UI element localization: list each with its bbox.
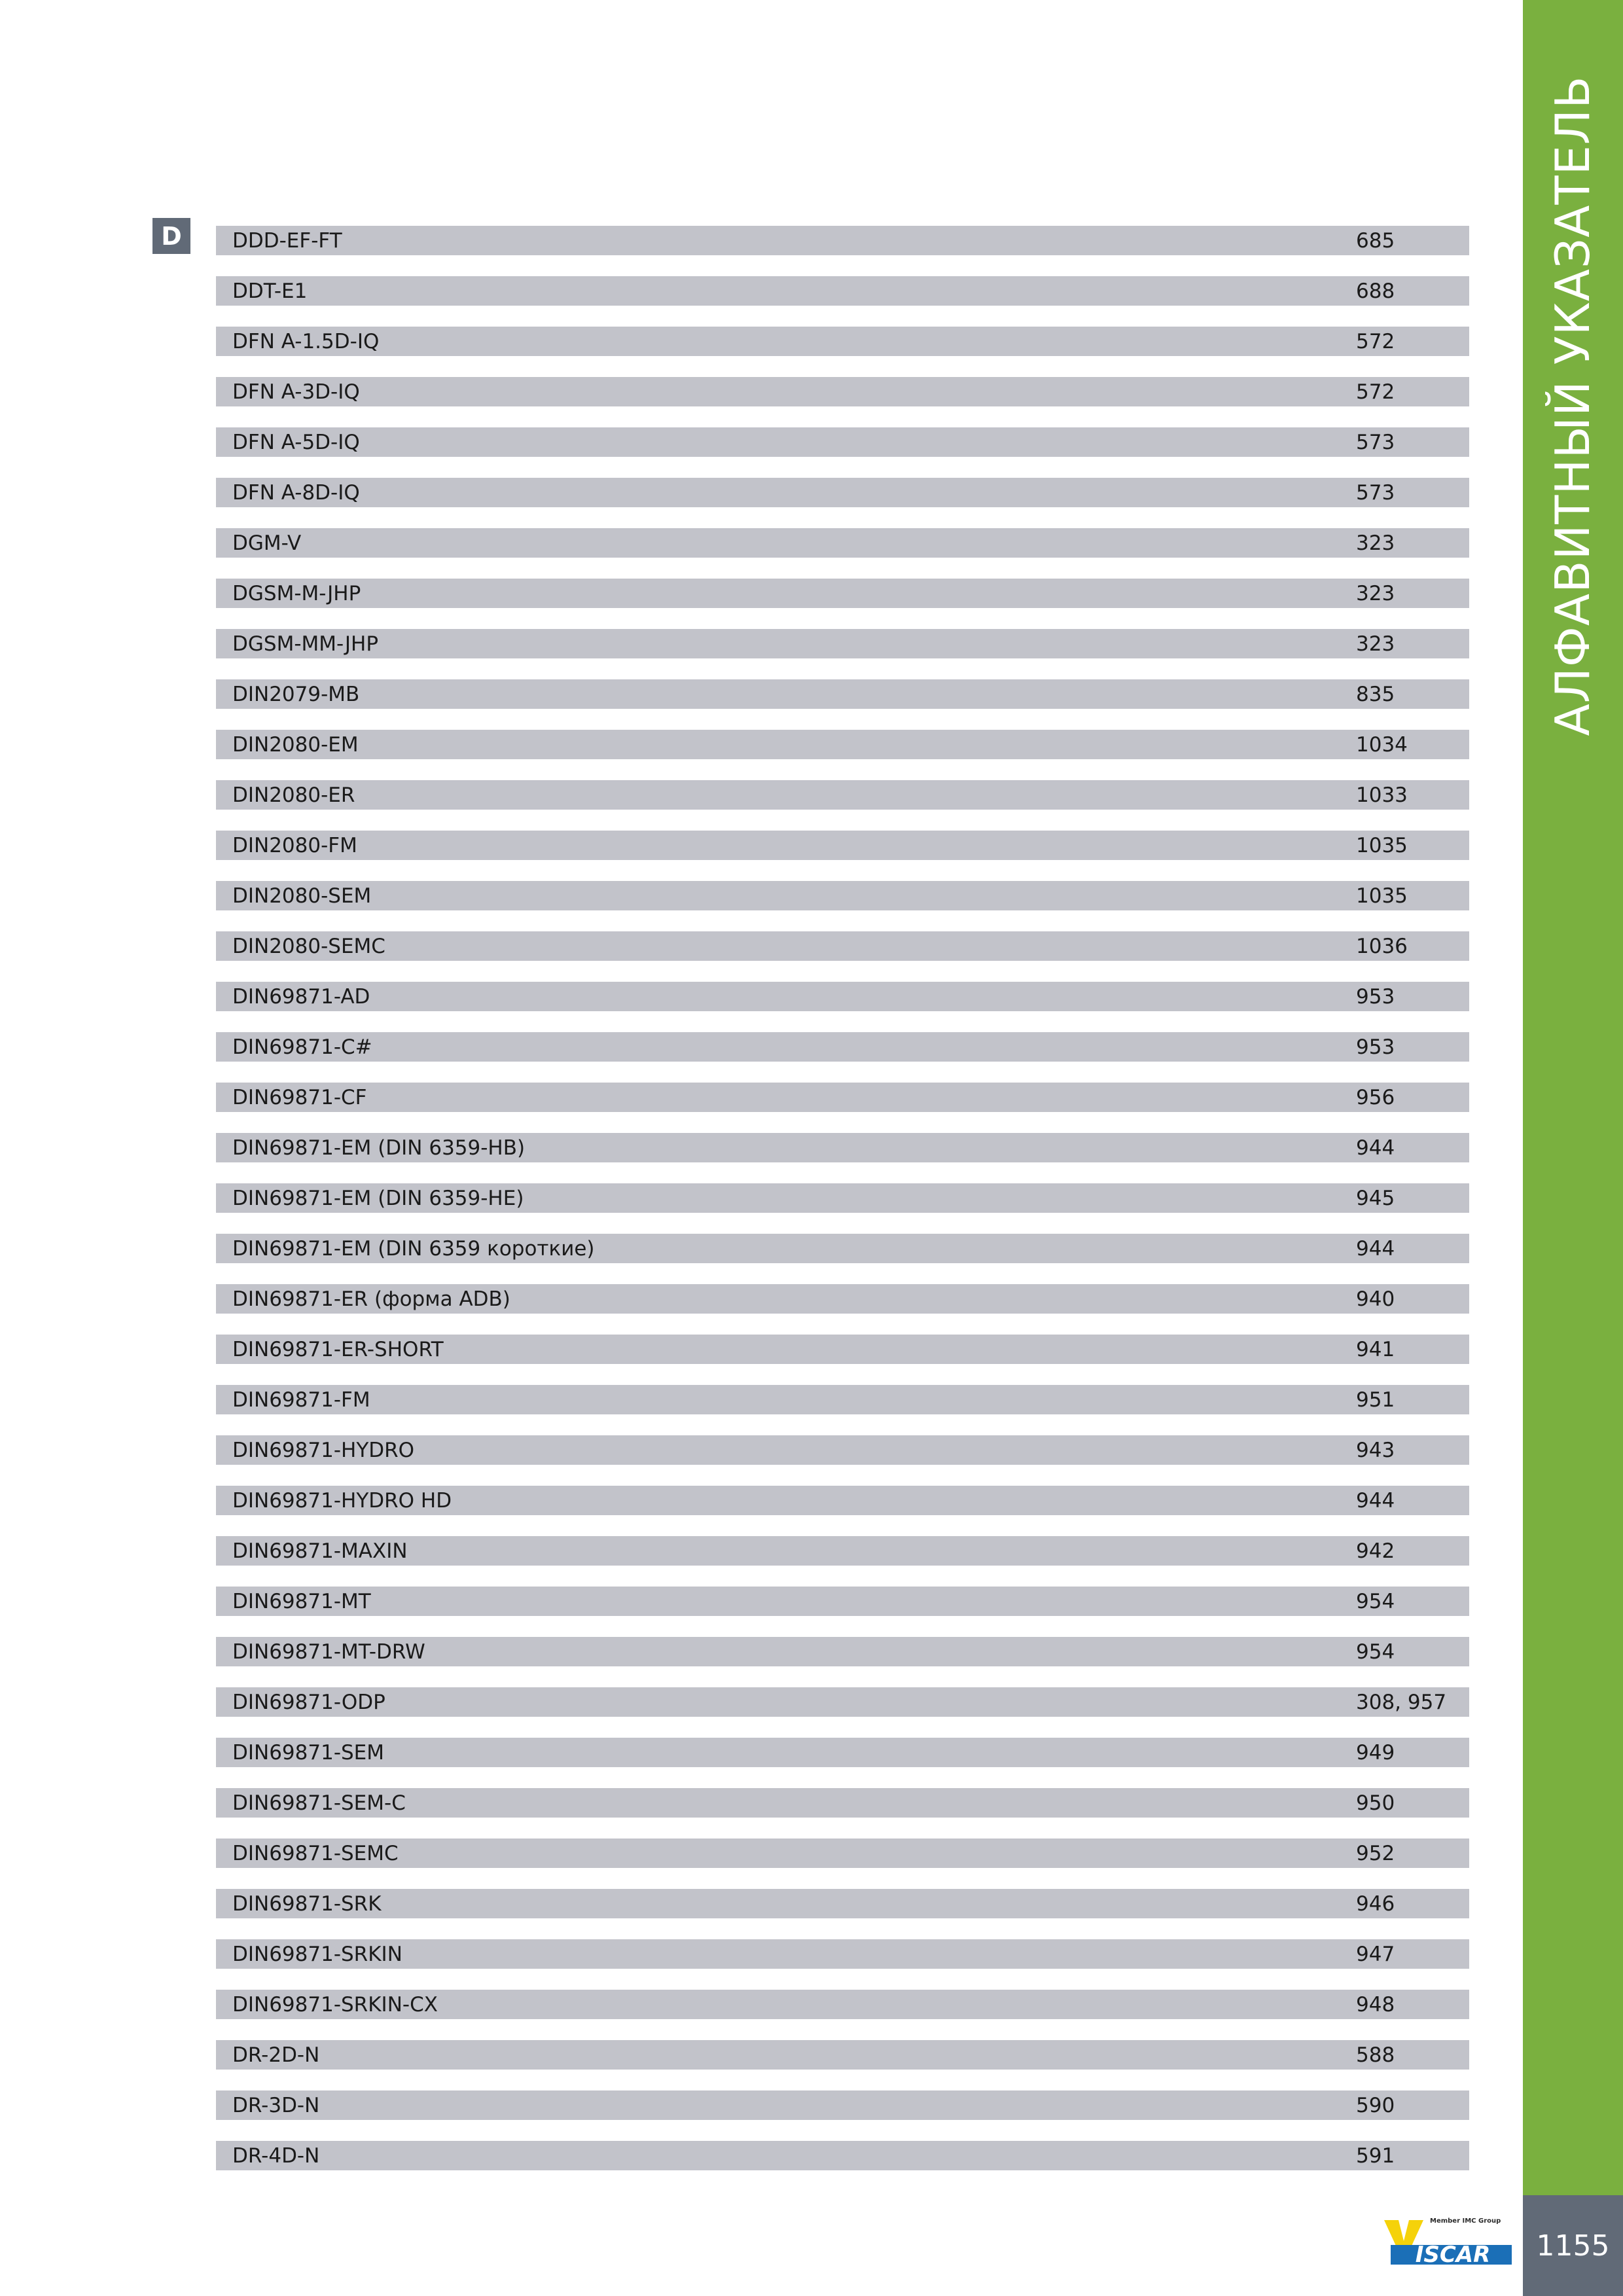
entry-name: DIN69871-HYDRO <box>232 1438 415 1462</box>
entry-page: 572 <box>1356 380 1395 404</box>
index-row <box>216 931 1469 961</box>
index-row <box>216 478 1469 507</box>
entry-page: 952 <box>1356 1841 1395 1865</box>
index-row <box>216 1788 1469 1818</box>
entry-page: 588 <box>1356 2043 1395 2067</box>
entry-page: 572 <box>1356 329 1395 353</box>
index-row <box>216 1435 1469 1465</box>
index-row <box>216 679 1469 709</box>
index-row <box>216 1335 1469 1364</box>
entry-page: 591 <box>1356 2144 1395 2168</box>
entry-name: DIN69871-SRKIN-CX <box>232 1992 438 2017</box>
entry-page: 951 <box>1356 1388 1395 1412</box>
entry-page: 947 <box>1356 1942 1395 1966</box>
logo-tagline: Member IMC Group <box>1430 2217 1501 2225</box>
side-title: АЛФАВИТНЫЙ УКАЗАТЕЛЬ <box>1545 75 1600 736</box>
index-row <box>216 1385 1469 1414</box>
index-row <box>216 1687 1469 1717</box>
entry-name: DIN69871-ER (форма ADB) <box>232 1287 510 1311</box>
entry-name: DDD-EF-FT <box>232 228 342 253</box>
index-row <box>216 1083 1469 1112</box>
entry-name: DIN69871-SEMC <box>232 1841 399 1865</box>
index-row <box>216 1183 1469 1213</box>
entry-page: 944 <box>1356 1488 1395 1513</box>
entry-name: DIN69871-EM (DIN 6359 короткие) <box>232 1236 595 1261</box>
entry-page: 953 <box>1356 1035 1395 1059</box>
index-row <box>216 1133 1469 1162</box>
entry-name: DGM-V <box>232 531 302 555</box>
entry-name: DIN69871-ER-SHORT <box>232 1337 444 1361</box>
index-row <box>216 1284 1469 1314</box>
entry-page: 948 <box>1356 1992 1395 2017</box>
entry-page: 944 <box>1356 1136 1395 1160</box>
entry-name: DGSM-M-JHP <box>232 581 361 605</box>
index-row <box>216 2141 1469 2170</box>
entry-name: DR-4D-N <box>232 2144 320 2168</box>
index-row <box>216 1587 1469 1616</box>
entry-name: DIN69871-HYDRO HD <box>232 1488 452 1513</box>
index-row <box>216 226 1469 255</box>
entry-page: 950 <box>1356 1791 1395 1815</box>
entry-name: DIN2080-FM <box>232 833 357 857</box>
entry-name: DIN2080-EM <box>232 732 359 757</box>
index-entry-list <box>216 226 1469 2191</box>
entry-page: 323 <box>1356 632 1395 656</box>
index-row <box>216 780 1469 810</box>
entry-page: 954 <box>1356 1589 1395 1613</box>
entry-page: 956 <box>1356 1085 1395 1109</box>
entry-name: DR-3D-N <box>232 2093 320 2117</box>
entry-name: DIN69871-EM (DIN 6359-HE) <box>232 1186 524 1210</box>
index-row <box>216 1939 1469 1969</box>
index-row <box>216 1234 1469 1263</box>
index-row <box>216 377 1469 406</box>
index-row <box>216 881 1469 910</box>
entry-page: 308, 957 <box>1356 1690 1447 1714</box>
entry-page: 573 <box>1356 430 1395 454</box>
index-row <box>216 629 1469 658</box>
entry-page: 1035 <box>1356 833 1408 857</box>
entry-name: DFN A-1.5D-IQ <box>232 329 380 353</box>
entry-name: DDT-E1 <box>232 279 308 303</box>
entry-page: 590 <box>1356 2093 1395 2117</box>
entry-name: DIN69871-EM (DIN 6359-HB) <box>232 1136 526 1160</box>
entry-name: DIN69871-AD <box>232 984 370 1009</box>
index-row <box>216 982 1469 1011</box>
entry-page: 953 <box>1356 984 1395 1009</box>
page-number: 1155 <box>1523 2195 1623 2296</box>
entry-page: 1036 <box>1356 934 1408 958</box>
entry-name: DIN69871-C# <box>232 1035 372 1059</box>
entry-page: 323 <box>1356 531 1395 555</box>
entry-name: DIN69871-MAXIN <box>232 1539 408 1563</box>
index-row <box>216 1637 1469 1666</box>
entry-name: DIN69871-SRK <box>232 1892 382 1916</box>
entry-page: 573 <box>1356 480 1395 505</box>
entry-name: DGSM-MM-JHP <box>232 632 379 656</box>
entry-page: 1033 <box>1356 783 1408 807</box>
index-row <box>216 2040 1469 2070</box>
entry-name: DFN A-3D-IQ <box>232 380 360 404</box>
entry-page: 954 <box>1356 1640 1395 1664</box>
index-row <box>216 1486 1469 1515</box>
entry-name: DR-2D-N <box>232 2043 320 2067</box>
index-row <box>216 579 1469 608</box>
entry-page: 943 <box>1356 1438 1395 1462</box>
index-row <box>216 831 1469 860</box>
entry-page: 1034 <box>1356 732 1408 757</box>
index-row <box>216 427 1469 457</box>
logo-brand-text: ISCAR <box>1415 2242 1491 2268</box>
entry-name: DIN69871-CF <box>232 1085 367 1109</box>
entry-name: DIN69871-FM <box>232 1388 370 1412</box>
entry-page: 945 <box>1356 1186 1395 1210</box>
entry-page: 944 <box>1356 1236 1395 1261</box>
index-row <box>216 2090 1469 2120</box>
entry-page: 942 <box>1356 1539 1395 1563</box>
entry-name: DIN69871-SEM-C <box>232 1791 406 1815</box>
entry-name: DIN69871-SRKIN <box>232 1942 402 1966</box>
entry-name: DIN2080-SEMC <box>232 934 385 958</box>
iscar-logo <box>1384 2212 1514 2271</box>
index-row <box>216 1536 1469 1566</box>
index-row <box>216 1032 1469 1062</box>
section-letter-badge: D <box>152 218 190 254</box>
entry-page: 1035 <box>1356 884 1408 908</box>
entry-page: 685 <box>1356 228 1395 253</box>
entry-name: DFN A-5D-IQ <box>232 430 360 454</box>
entry-page: 688 <box>1356 279 1395 303</box>
index-row <box>216 276 1469 306</box>
entry-page: 323 <box>1356 581 1395 605</box>
entry-name: DIN2080-SEM <box>232 884 372 908</box>
entry-page: 949 <box>1356 1740 1395 1765</box>
entry-page: 835 <box>1356 682 1395 706</box>
index-row <box>216 1889 1469 1918</box>
entry-name: DIN69871-MT <box>232 1589 371 1613</box>
entry-page: 940 <box>1356 1287 1395 1311</box>
index-row <box>216 1990 1469 2019</box>
entry-name: DIN2080-ER <box>232 783 355 807</box>
entry-name: DFN A-8D-IQ <box>232 480 360 505</box>
index-row <box>216 528 1469 558</box>
entry-name: DIN69871-SEM <box>232 1740 385 1765</box>
index-row <box>216 1839 1469 1868</box>
index-row <box>216 1738 1469 1767</box>
entry-page: 946 <box>1356 1892 1395 1916</box>
index-row <box>216 730 1469 759</box>
entry-name: DIN2079-MB <box>232 682 360 706</box>
entry-page: 941 <box>1356 1337 1395 1361</box>
index-row <box>216 327 1469 356</box>
entry-name: DIN69871-MT-DRW <box>232 1640 425 1664</box>
entry-name: DIN69871-ODP <box>232 1690 385 1714</box>
